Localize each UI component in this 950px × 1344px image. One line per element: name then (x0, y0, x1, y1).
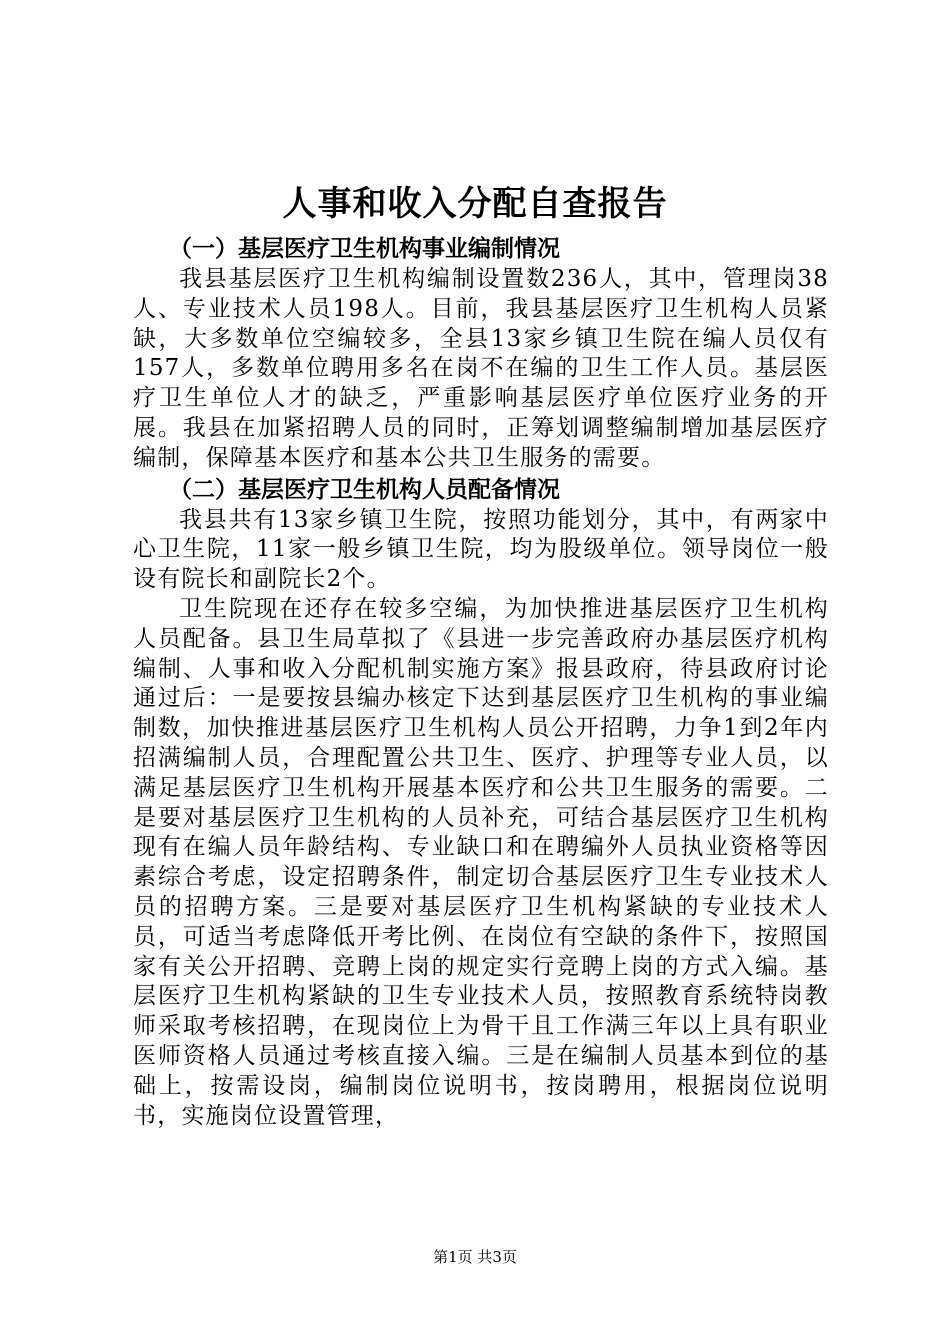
document-title: 人事和收入分配自查报告 (282, 184, 668, 224)
page-footer: 第1页 共3页 (433, 1248, 517, 1266)
section-1-paragraph-1: 我县基层医疗卫生机构编制设置数236人，其中，管理岗38人、专业技术人员198人。目前，我县基层医疗卫生机构人员紧缺，大多数单位空编较多，全县13家乡镇卫生院在编人员仅有157人，多数单位聘用多名在岗不在编的卫生工作人员。基层医疗卫生单位人才的缺乏，严重影响基层医疗单位医疗业务的开展。我县在加紧招聘人员的同时，正筹划调整编制增加基层医疗编制，保障基本医疗和基本公共卫生服务的需要。 (133, 266, 829, 471)
section-heading-1: （一）基层医疗卫生机构事业编制情况 (169, 236, 560, 262)
section-2-paragraph-1: 我县共有13家乡镇卫生院，按照功能划分，其中，有两家中心卫生院，11家一般乡镇卫生院，均为股级单位。领导岗位一般设有院长和副院长2个。 (133, 506, 829, 593)
document-body (133, 233, 829, 1131)
section-2-paragraph-2: 卫生院现在还存在较多空编，为加快推进基层医疗卫生机构人员配备。县卫生局草拟了《县进一步完善政府办基层医疗机构编制、人事和收入分配机制实施方案》报县政府，待县政府讨论通过后：一是要按县编办核定下达到基层医疗卫生机构的事业编制数，加快推进基层医疗卫生机构人员公开招聘，力争1到2年内招满编制人员，合理配置公共卫生、医疗、护理等专业人员，以满足基层医疗卫生机构开展基本医疗和公共卫生服务的需要。二是要对基层医疗卫生机构的人员补充，可结合基层医疗卫生机构现有在编人员年龄结构、专业缺口和在聘编外人员执业资格等因素综合考虑，设定招聘条件，制定切合基层医疗卫生专业技术人员的招聘方案。三是要对基层医疗卫生机构紧缺的专业技术人员，可适当考虑降低开考比例、在岗位有空缺的条件下，按照国家有关公开招聘、竞聘上岗的规定实行竞聘上岗的方式入编。基层医疗卫生机构紧缺的卫生专业技术人员，按照教育系统特岗教师采取考核招聘，在现岗位上为骨干且工作满三年以上具有职业医师资格人员通过考核直接入编。三是在编制人员基本到位的基础上，按需设岗，编制岗位说明书，按岗聘用，根据岗位说明书，实施岗位设置管理， (133, 595, 829, 1129)
section-heading-2: （二）基层医疗卫生机构人员配备情况 (169, 476, 560, 503)
